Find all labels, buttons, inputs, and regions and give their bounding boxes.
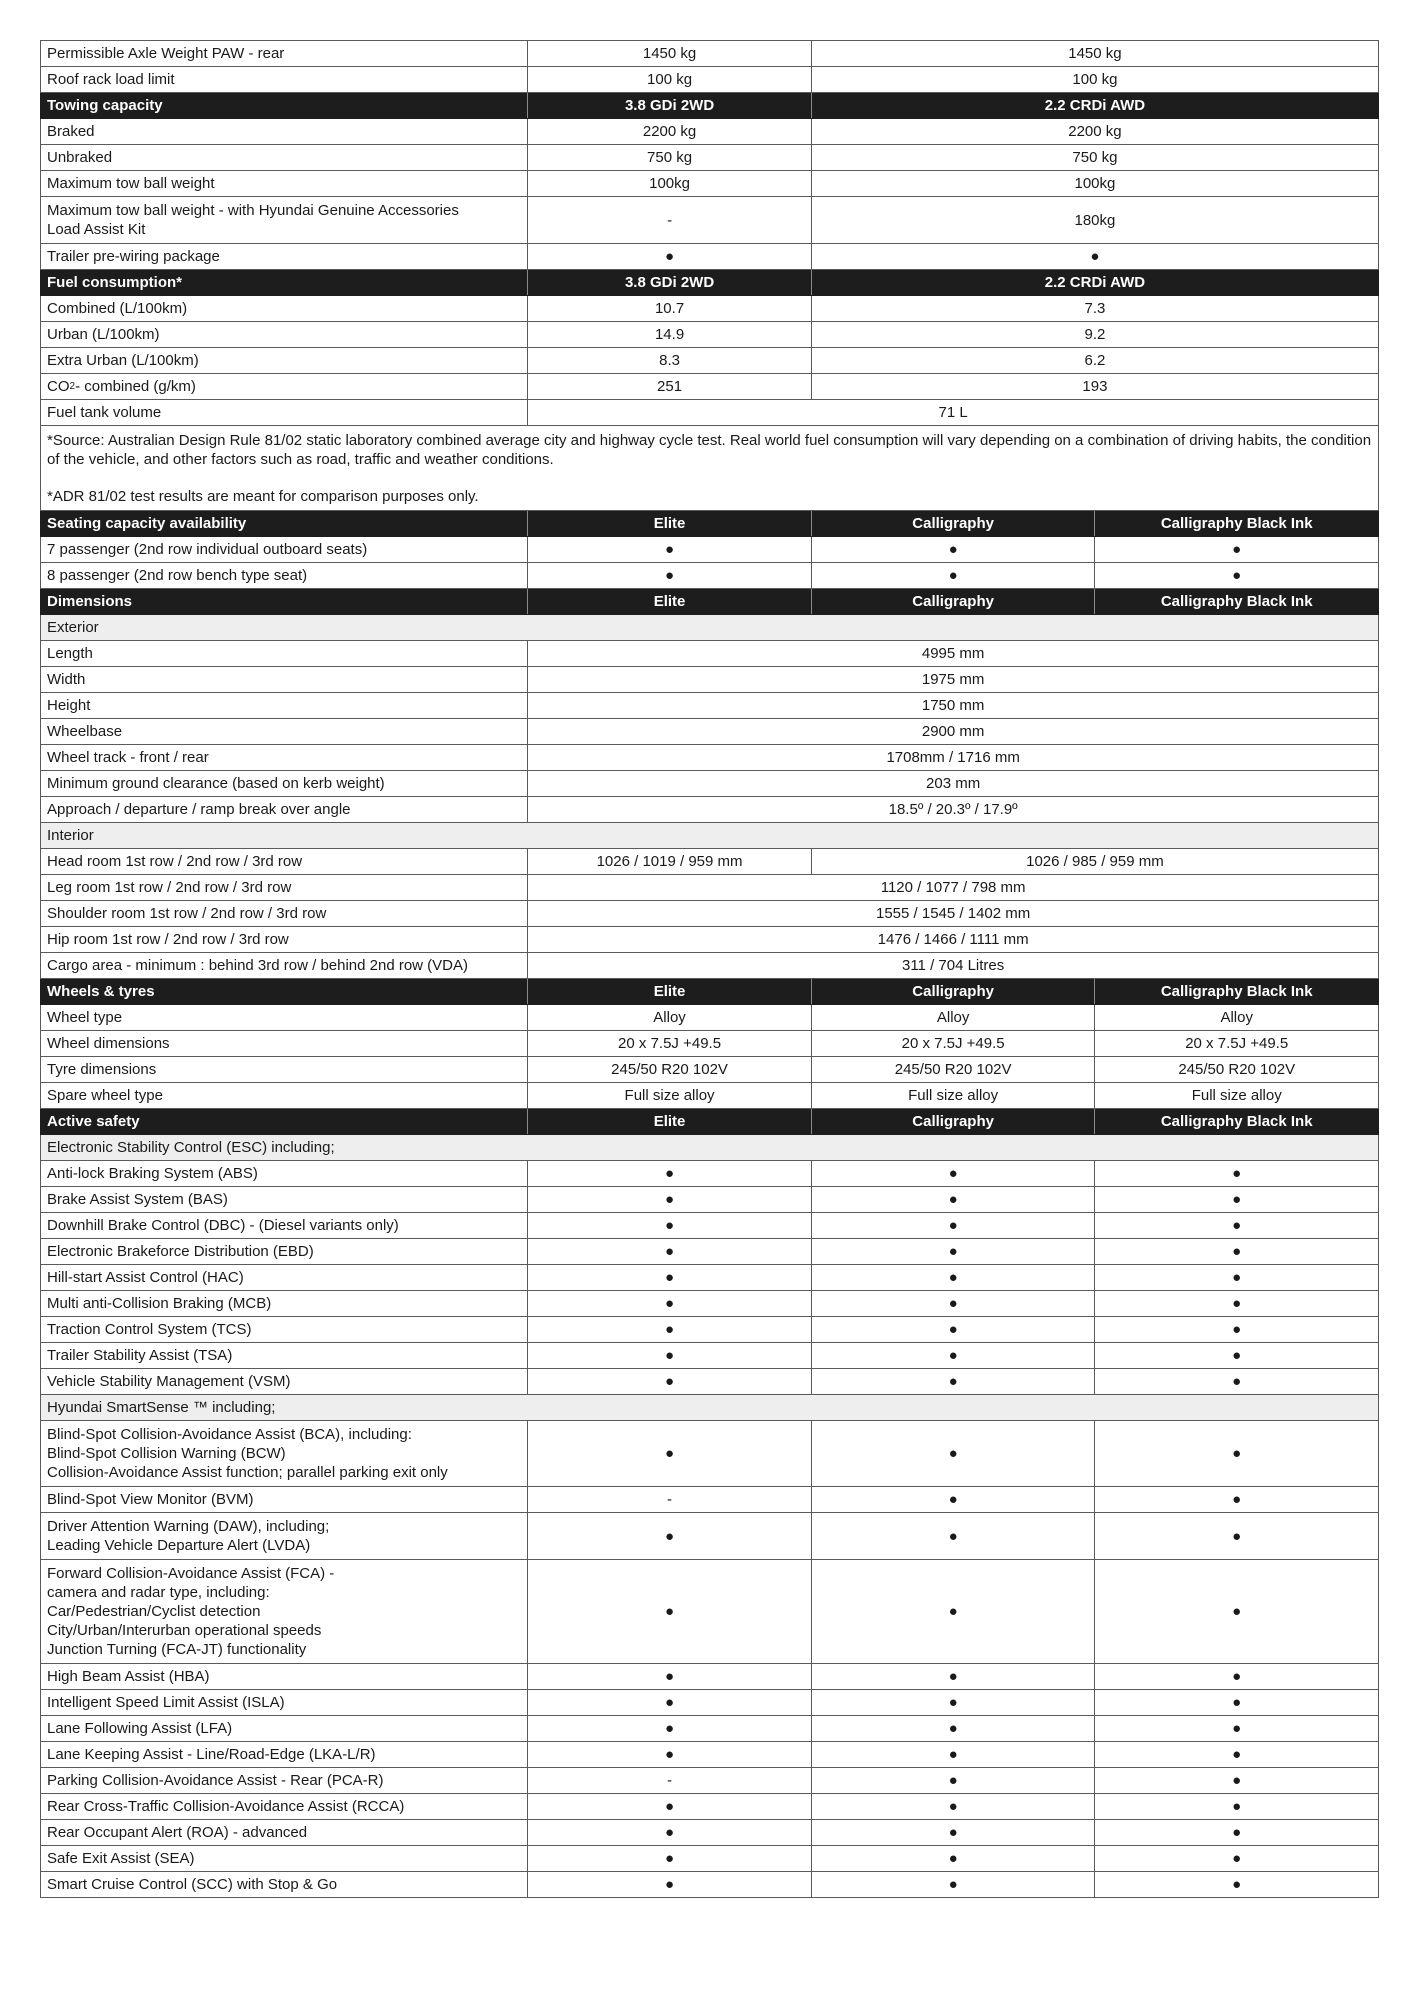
standard-feature-dot: ● <box>811 1513 1095 1559</box>
subsection-row <box>40 1395 1379 1421</box>
column-header: Elite <box>527 589 811 614</box>
section-title: Wheels & tyres <box>47 983 155 1000</box>
column-header: Calligraphy Black Ink <box>1094 1109 1378 1134</box>
spec-row-tyre-dimensions <box>40 1057 1379 1083</box>
standard-feature-dot: ● <box>527 1690 811 1715</box>
standard-feature-dot: ● <box>1094 1794 1378 1819</box>
spec-label: Wheel type <box>47 1009 123 1026</box>
column-header: 2.2 CRDi AWD <box>811 93 1378 118</box>
standard-feature-dot: ● <box>811 1690 1095 1715</box>
spec-value: 1450 kg <box>527 41 811 66</box>
standard-feature-dot: ● <box>811 1560 1095 1663</box>
spec-row-hip-room-1st-row-2nd-row-3rd-row <box>40 927 1379 953</box>
standard-feature-dot: ● <box>811 1872 1095 1897</box>
spec-label: High Beam Assist (HBA) <box>47 1668 210 1685</box>
standard-feature-dot: ● <box>811 1291 1095 1316</box>
standard-feature-dot: ● <box>1094 1161 1378 1186</box>
spec-value: 18.5º / 20.3º / 17.9º <box>527 797 1378 822</box>
spec-label: Intelligent Speed Limit Assist (ISLA) <box>47 1694 285 1711</box>
spec-value: 2200 kg <box>527 119 811 144</box>
spec-row-rear-occupant-alert-roa-advanced <box>40 1820 1379 1846</box>
section-title: Seating capacity availability <box>47 515 247 532</box>
standard-feature-dot: ● <box>527 537 811 562</box>
spec-label: 7 passenger (2nd row individual outboard seats) <box>47 541 368 558</box>
spec-label: Trailer pre-wiring package <box>47 248 220 265</box>
spec-label: CO 2 - combined (g/km) <box>47 378 196 395</box>
spec-value: 14.9 <box>527 322 811 347</box>
standard-feature-dot: ● <box>527 1560 811 1663</box>
spec-row-co2-combined <box>40 374 1379 400</box>
spec-row-downhill-brake-control-dbc-diesel-variants-only <box>40 1213 1379 1239</box>
spec-label: Forward Collision-Avoidance Assist (FCA) - camera and radar type, including: Car/Pedestrian/Cyclist detection City/Urban/Interurban operational speeds Junction Turning (FCA-JT) functionality <box>47 1565 335 1658</box>
column-header: Elite <box>527 1109 811 1134</box>
spec-row-combined-l-100km <box>40 296 1379 322</box>
spec-value: 20 x 7.5J +49.5 <box>527 1031 811 1056</box>
not-available-dash: - <box>527 1768 811 1793</box>
spec-row-unbraked <box>40 145 1379 171</box>
not-available-dash: - <box>527 1487 811 1512</box>
standard-feature-dot: ● <box>811 1768 1095 1793</box>
standard-feature-dot: ● <box>1094 1421 1378 1486</box>
subsection-label: Hyundai SmartSense ™ including; <box>47 1399 276 1416</box>
column-header: 3.8 GDi 2WD <box>527 93 811 118</box>
co2-text-suffix: - combined (g/km) <box>75 378 196 395</box>
standard-feature-dot: ● <box>527 1213 811 1238</box>
spec-row-8-passenger-2nd-row-bench-type-seat <box>40 563 1379 589</box>
standard-feature-dot: ● <box>1094 1690 1378 1715</box>
standard-feature-dot: ● <box>1094 1513 1378 1559</box>
spec-value: 245/50 R20 102V <box>1094 1057 1378 1082</box>
standard-feature-dot: ● <box>527 1872 811 1897</box>
spec-label: Unbraked <box>47 149 113 166</box>
spec-row-lane-keeping-assist-line-road-edge-lka-l-r <box>40 1742 1379 1768</box>
spec-label: Braked <box>47 123 95 140</box>
footnote-text: *Source: Australian Design Rule 81/02 static laboratory combined average city and highway cycle test. Real world fuel consumption will vary depending on a combination of driving habits, the condition of the vehicle, and other factors such as road, traffic and weather conditions. <box>47 432 1372 468</box>
standard-feature-dot: ● <box>811 1239 1095 1264</box>
spec-value: 245/50 R20 102V <box>527 1057 811 1082</box>
spec-label: Smart Cruise Control (SCC) with Stop & Go <box>47 1876 338 1893</box>
standard-feature-dot: ● <box>527 1421 811 1486</box>
spec-label: Rear Cross-Traffic Collision-Avoidance Assist (RCCA) <box>47 1798 405 1815</box>
standard-feature-dot: ● <box>811 1664 1095 1689</box>
subsection-label: Interior <box>47 827 94 844</box>
spec-row-lane-following-assist-lfa <box>40 1716 1379 1742</box>
standard-feature-dot: ● <box>811 1794 1095 1819</box>
spec-label: Safe Exit Assist (SEA) <box>47 1850 195 1867</box>
standard-feature-dot: ● <box>1094 1239 1378 1264</box>
spec-value: Alloy <box>527 1005 811 1030</box>
spec-value: 750 kg <box>527 145 811 170</box>
spec-label: Lane Following Assist (LFA) <box>47 1720 233 1737</box>
standard-feature-dot: ● <box>1094 1560 1378 1663</box>
standard-feature-dot: ● <box>1094 1716 1378 1741</box>
footnote <box>40 426 1379 511</box>
spec-value: 193 <box>811 374 1378 399</box>
standard-feature-dot: ● <box>811 244 1378 269</box>
spec-label: Urban (L/100km) <box>47 326 160 343</box>
spec-label: Maximum tow ball weight <box>47 175 215 192</box>
subsection-row <box>40 1135 1379 1161</box>
spec-value: 1450 kg <box>811 41 1378 66</box>
spec-value: 1708mm / 1716 mm <box>527 745 1378 770</box>
spec-row-maximum-tow-ball-weight <box>40 171 1379 197</box>
standard-feature-dot: ● <box>1094 1872 1378 1897</box>
standard-feature-dot: ● <box>811 1742 1095 1767</box>
spec-row-electronic-brakeforce-distribution-ebd <box>40 1239 1379 1265</box>
subsection-label: Electronic Stability Control (ESC) including; <box>47 1139 335 1156</box>
spec-value: 251 <box>527 374 811 399</box>
spec-label: Roof rack load limit <box>47 71 175 88</box>
spec-value: 245/50 R20 102V <box>811 1057 1095 1082</box>
section-title: Fuel consumption* <box>47 274 182 291</box>
standard-feature-dot: ● <box>527 1317 811 1342</box>
spec-row-wheel-track-front-rear <box>40 745 1379 771</box>
spec-label: Blind-Spot View Monitor (BVM) <box>47 1491 254 1508</box>
spec-label: Trailer Stability Assist (TSA) <box>47 1347 233 1364</box>
spec-row-wheelbase <box>40 719 1379 745</box>
spec-label: Permissible Axle Weight PAW - rear <box>47 45 285 62</box>
standard-feature-dot: ● <box>1094 1742 1378 1767</box>
standard-feature-dot: ● <box>527 1742 811 1767</box>
standard-feature-dot: ● <box>811 1716 1095 1741</box>
spec-label: Approach / departure / ramp break over angle <box>47 801 351 818</box>
standard-feature-dot: ● <box>811 563 1095 588</box>
spec-value: 6.2 <box>811 348 1378 373</box>
spec-row-traction-control-system-tcs <box>40 1317 1379 1343</box>
standard-feature-dot: ● <box>527 1846 811 1871</box>
spec-value: Full size alloy <box>811 1083 1095 1108</box>
spec-label: Brake Assist System (BAS) <box>47 1191 228 1208</box>
spec-label: Shoulder room 1st row / 2nd row / 3rd row <box>47 905 327 922</box>
not-available-dash: - <box>527 197 811 243</box>
spec-row-intelligent-speed-limit-assist-isla <box>40 1690 1379 1716</box>
standard-feature-dot: ● <box>1094 1846 1378 1871</box>
spec-row-blind-spot-view-monitor-bvm <box>40 1487 1379 1513</box>
spec-label: Driver Attention Warning (DAW), including; Leading Vehicle Departure Alert (LVDA) <box>47 1518 330 1554</box>
spec-value: 9.2 <box>811 322 1378 347</box>
standard-feature-dot: ● <box>1094 1291 1378 1316</box>
standard-feature-dot: ● <box>1094 537 1378 562</box>
standard-feature-dot: ● <box>527 1369 811 1394</box>
spec-row-parking-collision-avoidance-assist-rear-pca-r <box>40 1768 1379 1794</box>
spec-value: 203 mm <box>527 771 1378 796</box>
standard-feature-dot: ● <box>1094 563 1378 588</box>
spec-row-spare-wheel-type <box>40 1083 1379 1109</box>
spec-value: 1026 / 985 / 959 mm <box>811 849 1378 874</box>
spec-label: Spare wheel type <box>47 1087 163 1104</box>
column-header: Calligraphy Black Ink <box>1094 589 1378 614</box>
spec-label: Parking Collision-Avoidance Assist - Rear (PCA-R) <box>47 1772 384 1789</box>
standard-feature-dot: ● <box>1094 1265 1378 1290</box>
standard-feature-dot: ● <box>527 1187 811 1212</box>
spec-value: 2900 mm <box>527 719 1378 744</box>
spec-row-brake-assist-system-bas <box>40 1187 1379 1213</box>
spec-row-extra-urban-l-100km <box>40 348 1379 374</box>
standard-feature-dot: ● <box>811 1487 1095 1512</box>
standard-feature-dot: ● <box>527 1265 811 1290</box>
section-header-towing-capacity <box>40 93 1379 119</box>
standard-feature-dot: ● <box>527 1291 811 1316</box>
spec-label: Hill-start Assist Control (HAC) <box>47 1269 244 1286</box>
spec-label: Head room 1st row / 2nd row / 3rd row <box>47 853 303 870</box>
spec-label: Lane Keeping Assist - Line/Road-Edge (LKA-L/R) <box>47 1746 376 1763</box>
spec-value: 1975 mm <box>527 667 1378 692</box>
section-header-dimensions <box>40 589 1379 615</box>
spec-row-trailer-stability-assist-tsa <box>40 1343 1379 1369</box>
standard-feature-dot: ● <box>811 1317 1095 1342</box>
spec-row-high-beam-assist-hba <box>40 1664 1379 1690</box>
spec-row-maximum-tow-ball-weight-with-hyundai-genuine-acc <box>40 197 1379 244</box>
spec-value: 311 / 704 Litres <box>527 953 1378 978</box>
spec-row-head-room-1st-row-2nd-row-3rd-row <box>40 849 1379 875</box>
spec-row-cargo-area-minimum-behind-3rd-row-behind-2nd-row <box>40 953 1379 979</box>
spec-value: 1120 / 1077 / 798 mm <box>527 875 1378 900</box>
column-header: 2.2 CRDi AWD <box>811 270 1378 295</box>
spec-row-hill-start-assist-control-hac <box>40 1265 1379 1291</box>
spec-label: Electronic Brakeforce Distribution (EBD) <box>47 1243 314 1260</box>
section-title: Dimensions <box>47 593 133 610</box>
spec-label: Downhill Brake Control (DBC) - (Diesel variants only) <box>47 1217 399 1234</box>
standard-feature-dot: ● <box>811 1846 1095 1871</box>
standard-feature-dot: ● <box>1094 1317 1378 1342</box>
standard-feature-dot: ● <box>1094 1187 1378 1212</box>
subsection-row <box>40 615 1379 641</box>
spec-value: 4995 mm <box>527 641 1378 666</box>
standard-feature-dot: ● <box>1094 1213 1378 1238</box>
spec-value: 180kg <box>811 197 1378 243</box>
spec-label: Vehicle Stability Management (VSM) <box>47 1373 291 1390</box>
spec-row-safe-exit-assist-sea <box>40 1846 1379 1872</box>
column-header: Calligraphy Black Ink <box>1094 979 1378 1004</box>
spec-row-leg-room-1st-row-2nd-row-3rd-row <box>40 875 1379 901</box>
spec-label: Blind-Spot Collision-Avoidance Assist (BCA), including: Blind-Spot Collision Warning (BCW) Collision-Avoidance Assist function; parallel parking exit only <box>47 1426 448 1481</box>
spec-value: 100kg <box>527 171 811 196</box>
standard-feature-dot: ● <box>811 1343 1095 1368</box>
spec-value: 100 kg <box>811 67 1378 92</box>
standard-feature-dot: ● <box>1094 1768 1378 1793</box>
footnote-text: *ADR 81/02 test results are meant for comparison purposes only. <box>47 488 479 505</box>
spec-label: 8 passenger (2nd row bench type seat) <box>47 567 308 584</box>
spec-value: 71 L <box>527 400 1378 425</box>
spec-row-wheel-dimensions <box>40 1031 1379 1057</box>
section-title: Active safety <box>47 1113 140 1130</box>
spec-row-permissible-axle-weight-paw-rear <box>40 40 1379 67</box>
spec-label: Tyre dimensions <box>47 1061 157 1078</box>
spec-value: 20 x 7.5J +49.5 <box>1094 1031 1378 1056</box>
spec-value: Alloy <box>1094 1005 1378 1030</box>
spec-row-smart-cruise-control-scc-with-stop-go <box>40 1872 1379 1898</box>
spec-label: Rear Occupant Alert (ROA) - advanced <box>47 1824 308 1841</box>
spec-row-approach-departure-ramp-break-over-angle <box>40 797 1379 823</box>
spec-label: Extra Urban (L/100km) <box>47 352 199 369</box>
spec-value: 100 kg <box>527 67 811 92</box>
spec-row-trailer-pre-wiring-package <box>40 244 1379 270</box>
standard-feature-dot: ● <box>1094 1487 1378 1512</box>
standard-feature-dot: ● <box>527 1343 811 1368</box>
standard-feature-dot: ● <box>527 1794 811 1819</box>
standard-feature-dot: ● <box>527 1161 811 1186</box>
spec-row-wheel-type <box>40 1005 1379 1031</box>
spec-value: 2200 kg <box>811 119 1378 144</box>
spec-row-shoulder-room-1st-row-2nd-row-3rd-row <box>40 901 1379 927</box>
spec-value: 20 x 7.5J +49.5 <box>811 1031 1095 1056</box>
standard-feature-dot: ● <box>527 1820 811 1845</box>
subsection-row <box>40 823 1379 849</box>
standard-feature-dot: ● <box>1094 1664 1378 1689</box>
spec-row-driver-attention-warning-daw-including-leading-v <box>40 1513 1379 1560</box>
spec-value: 750 kg <box>811 145 1378 170</box>
spec-value: 1026 / 1019 / 959 mm <box>527 849 811 874</box>
column-header: 3.8 GDi 2WD <box>527 270 811 295</box>
spec-label: Height <box>47 697 91 714</box>
standard-feature-dot: ● <box>811 1213 1095 1238</box>
subsection-label: Exterior <box>47 619 99 636</box>
spec-row-rear-cross-traffic-collision-avoidance-assist-rc <box>40 1794 1379 1820</box>
standard-feature-dot: ● <box>811 537 1095 562</box>
spec-label: Fuel tank volume <box>47 404 162 421</box>
spec-value: 1476 / 1466 / 1111 mm <box>527 927 1378 952</box>
spec-row-height <box>40 693 1379 719</box>
spec-value: 8.3 <box>527 348 811 373</box>
spec-row-braked <box>40 119 1379 145</box>
spec-value: Full size alloy <box>1094 1083 1378 1108</box>
spec-label: Traction Control System (TCS) <box>47 1321 252 1338</box>
section-header-active-safety <box>40 1109 1379 1135</box>
spec-label: Leg room 1st row / 2nd row / 3rd row <box>47 879 292 896</box>
section-header-wheels-tyres <box>40 979 1379 1005</box>
column-header: Calligraphy Black Ink <box>1094 511 1378 536</box>
spec-label: Wheel dimensions <box>47 1035 170 1052</box>
standard-feature-dot: ● <box>527 1239 811 1264</box>
column-header: Elite <box>527 979 811 1004</box>
co2-text: CO <box>47 378 70 395</box>
column-header: Calligraphy <box>811 1109 1095 1134</box>
spec-value: Full size alloy <box>527 1083 811 1108</box>
spec-row-length <box>40 641 1379 667</box>
standard-feature-dot: ● <box>1094 1369 1378 1394</box>
column-header: Calligraphy <box>811 979 1095 1004</box>
standard-feature-dot: ● <box>811 1187 1095 1212</box>
column-header: Elite <box>527 511 811 536</box>
spec-value: 1750 mm <box>527 693 1378 718</box>
spec-value: 10.7 <box>527 296 811 321</box>
spec-label: Anti-lock Braking System (ABS) <box>47 1165 258 1182</box>
spec-label: Length <box>47 645 93 662</box>
spec-row-forward-collision-avoidance-assist-fca-camera-an <box>40 1560 1379 1664</box>
standard-feature-dot: ● <box>527 244 811 269</box>
spec-row-vehicle-stability-management-vsm <box>40 1369 1379 1395</box>
standard-feature-dot: ● <box>527 1513 811 1559</box>
spec-row-anti-lock-braking-system-abs <box>40 1161 1379 1187</box>
spec-value: 100kg <box>811 171 1378 196</box>
spec-row-minimum-ground-clearance-based-on-kerb-weight <box>40 771 1379 797</box>
standard-feature-dot: ● <box>1094 1343 1378 1368</box>
standard-feature-dot: ● <box>527 1664 811 1689</box>
column-header: Calligraphy <box>811 511 1095 536</box>
spec-row-fuel-tank-volume <box>40 400 1379 426</box>
standard-feature-dot: ● <box>811 1161 1095 1186</box>
spec-table <box>40 40 1379 1898</box>
spec-label: Combined (L/100km) <box>47 300 188 317</box>
spec-label: Width <box>47 671 86 688</box>
standard-feature-dot: ● <box>527 563 811 588</box>
column-header: Calligraphy <box>811 589 1095 614</box>
spec-label: Cargo area - minimum : behind 3rd row / behind 2nd row (VDA) <box>47 957 469 974</box>
spec-value: 1555 / 1545 / 1402 mm <box>527 901 1378 926</box>
spec-label: Wheelbase <box>47 723 123 740</box>
spec-row-urban-l-100km <box>40 322 1379 348</box>
spec-row-roof-rack-load-limit <box>40 67 1379 93</box>
standard-feature-dot: ● <box>811 1421 1095 1486</box>
standard-feature-dot: ● <box>811 1820 1095 1845</box>
spec-row-width <box>40 667 1379 693</box>
spec-label: Minimum ground clearance (based on kerb weight) <box>47 775 385 792</box>
spec-value: 7.3 <box>811 296 1378 321</box>
standard-feature-dot: ● <box>527 1716 811 1741</box>
section-header-fuel-consumption <box>40 270 1379 296</box>
standard-feature-dot: ● <box>1094 1820 1378 1845</box>
spec-label: Maximum tow ball weight - with Hyundai Genuine Accessories Load Assist Kit <box>47 202 459 238</box>
spec-row-blind-spot-collision-avoidance-assist-bca-includ <box>40 1421 1379 1487</box>
spec-label: Hip room 1st row / 2nd row / 3rd row <box>47 931 289 948</box>
spec-label: Wheel track - front / rear <box>47 749 209 766</box>
spec-row-multi-anti-collision-braking-mcb <box>40 1291 1379 1317</box>
spec-label: Multi anti-Collision Braking (MCB) <box>47 1295 272 1312</box>
spec-value: Alloy <box>811 1005 1095 1030</box>
standard-feature-dot: ● <box>811 1369 1095 1394</box>
spec-row-7-passenger-2nd-row-individual-outboard-seats <box>40 537 1379 563</box>
standard-feature-dot: ● <box>811 1265 1095 1290</box>
section-header-seating-capacity-availability <box>40 511 1379 537</box>
section-title: Towing capacity <box>47 97 163 114</box>
